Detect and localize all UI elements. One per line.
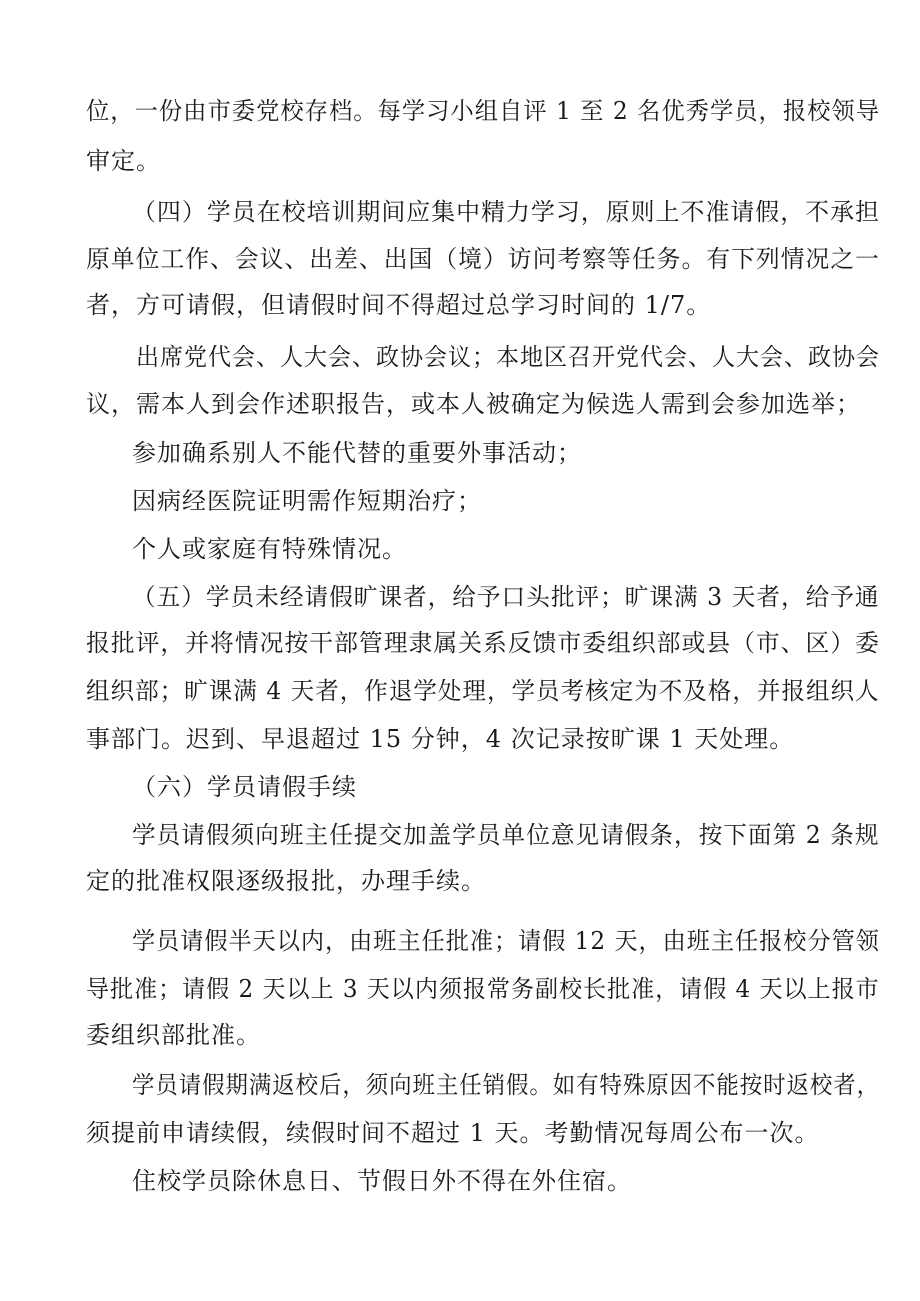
section-heading: （六）学员请假手续	[132, 773, 357, 801]
text-line: 位，一份由市委党校存档。每学习小组自评 1 至 2 名优秀学员，报校领导	[86, 97, 881, 125]
text-line: 因病经医院证明需作短期治疗；	[132, 487, 482, 515]
text-line: 审定。	[86, 147, 161, 175]
text-line: 出席党代会、人大会、政协会议；本地区召开党代会、人大会、政协会	[136, 343, 880, 371]
text-line: 须提前申请续假，续假时间不超过 1 天。考勤情况每周公布一次。	[86, 1119, 820, 1147]
text-line: 学员请假期满返校后，须向班主任销假。如有特殊原因不能按时返校者，	[132, 1071, 880, 1099]
text-line: 组织部；旷课满 4 天者，作退学处理，学员考核定为不及格，并报组织人	[86, 677, 880, 705]
text-line: （四）学员在校培训期间应集中精力学习，原则上不准请假，不承担	[132, 198, 880, 226]
text-line: 事部门。迟到、早退超过 15 分钟，4 次记录按旷课 1 天处理。	[86, 725, 795, 753]
text-line: 个人或家庭有特殊情况。	[132, 535, 407, 563]
text-line: 者，方可请假，但请假时间不得超过总学习时间的 1/7。	[86, 291, 712, 319]
text-line: （五）学员未经请假旷课者，给予口头批评；旷课满 3 天者，给予通	[132, 583, 880, 611]
text-line: 报批评，并将情况按干部管理隶属关系反馈市委组织部或县（市、区）委	[86, 629, 880, 657]
text-line: 住校学员除休息日、节假日外不得在外住宿。	[132, 1167, 632, 1195]
text-line: 参加确系别人不能代替的重要外事活动；	[132, 439, 582, 467]
text-line: 学员请假半天以内，由班主任批准；请假 12 天，由班主任报校分管领	[132, 927, 880, 955]
text-line: 导批准；请假 2 天以上 3 天以内须报常务副校长批准，请假 4 天以上报市	[86, 975, 880, 1003]
text-line: 委组织部批准。	[86, 1021, 261, 1049]
text-line: 定的批准权限逐级报批，办理手续。	[86, 867, 486, 895]
text-line: 学员请假须向班主任提交加盖学员单位意见请假条，按下面第 2 条规	[132, 821, 880, 849]
text-line: 原单位工作、会议、出差、出国（境）访问考察等任务。有下列情况之一	[86, 245, 880, 273]
text-line: 议，需本人到会作述职报告，或本人被确定为候选人需到会参加选举；	[86, 390, 861, 418]
